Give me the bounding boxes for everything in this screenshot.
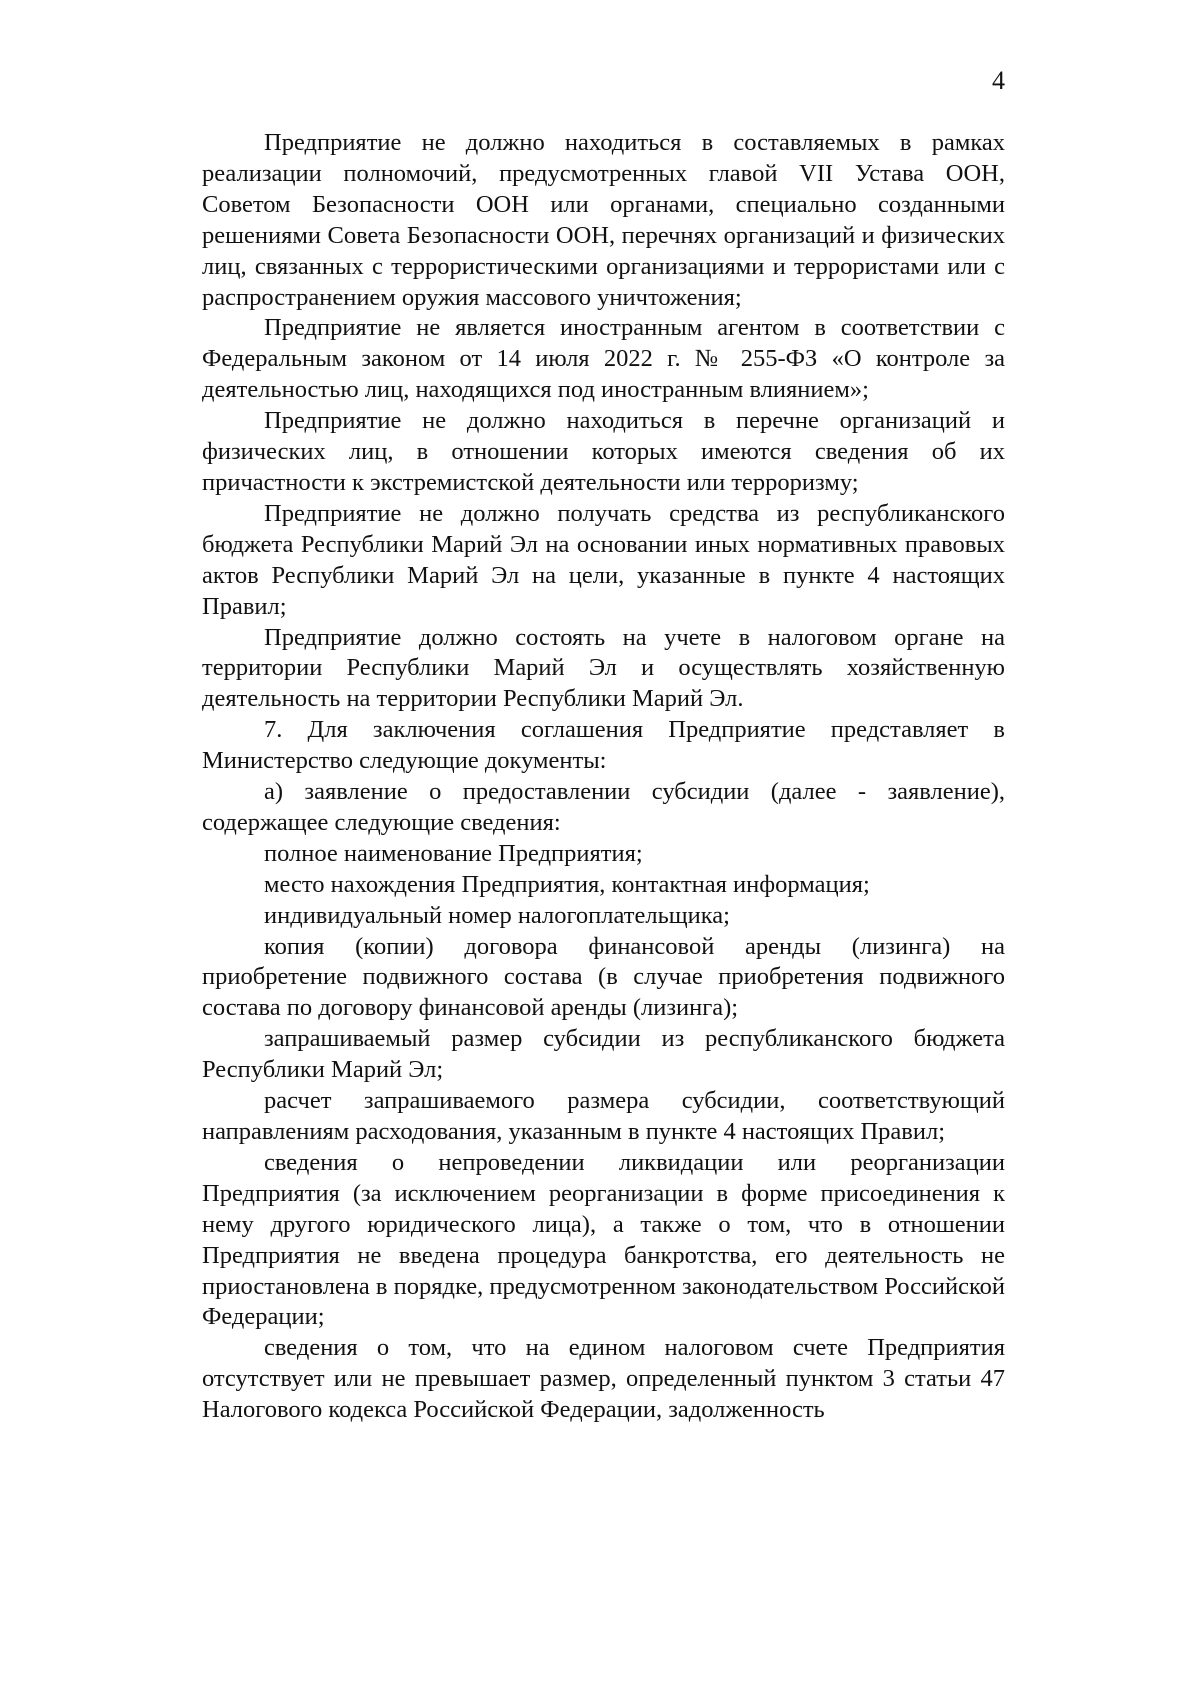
page-number: 4 [992, 66, 1005, 95]
paragraph-no-liquidation: сведения о непроведении ликвидации или реорганизации Предприятия (за исключением реорганизации в форме присоединения к нему другого юридического лица), а также о том, что в отношении Предприятия не введена процедура банкротства, его деятельность не приостановлена в порядке, предусмотренном законодательством Российской Федерации; [202, 1148, 1005, 1331]
paragraph-extremism-list: Предприятие не должно находиться в перечне организаций и физических лиц, в отношении которых имеются сведения об их причастности к экстремистской деятельности или терроризму; [202, 407, 1005, 496]
paragraph-item-a-application: а) заявление о предоставлении субсидии (далее - заявление), содержащее следующие сведения: [202, 778, 1005, 836]
paragraph-item-7: 7. Для заключения соглашения Предприятие представляет в Министерство следующие документы: [202, 716, 1005, 775]
paragraph-leasing-contract: копия (копии) договора финансовой аренды (лизинга) на приобретение подвижного состава (в случае приобретения подвижного состава по договору финансовой аренды (лизинга); [202, 932, 1005, 1022]
paragraph-un-sanctions: Предприятие не должно находиться в составляемых в рамках реализации полномочий, предусмотренных главой VII Устава ООН, Советом Безопасности ООН или органами, специально созданными решениями Совета Безопасности ООН, перечнях организаций и физических лиц, связанных с террористическими организациями и террористами или с распространением оружия массового уничтожения; [202, 129, 1005, 311]
paragraph-inn: индивидуальный номер налогоплательщика; [264, 901, 730, 929]
paragraph-tax-registration: Предприятие должно состоять на учете в налоговом органе на территории Республики Марий Эл и осуществлять хозяйственную деятельность на территории Республики Марий Эл. [202, 623, 1005, 713]
paragraph-other-funding: Предприятие не должно получать средства из республиканского бюджета Республики Марий Эл на основании иных нормативных правовых актов Республики Марий Эл на цели, указанные в пункте 4 настоящих Правил; [202, 499, 1005, 620]
paragraph-foreign-agent: Предприятие не является иностранным агентом в соответствии с Федеральным законом от 14 июля 2022 г. № 255-ФЗ «О контроле за деятельностью лиц, находящихся под иностранным влиянием»; [202, 314, 1005, 404]
paragraph-requested-amount: запрашиваемый размер субсидии из республиканского бюджета Республики Марий Эл; [202, 1025, 1005, 1084]
document-body [202, 128, 1005, 1426]
paragraph-full-name: полное наименование Предприятия; [264, 839, 643, 867]
paragraph-tax-debt: сведения о том, что на едином налоговом счете Предприятия отсутствует или не превышает размер, определенный пунктом 3 статьи 47 Налогового кодекса Российской Федерации, задолженность [202, 1334, 1005, 1424]
paragraph-amount-calculation: расчет запрашиваемого размера субсидии, соответствующий направлениям расходования, указанным в пункте 4 настоящих Правил; [202, 1087, 1005, 1145]
paragraph-location-contacts: место нахождения Предприятия, контактная информация; [264, 870, 870, 898]
